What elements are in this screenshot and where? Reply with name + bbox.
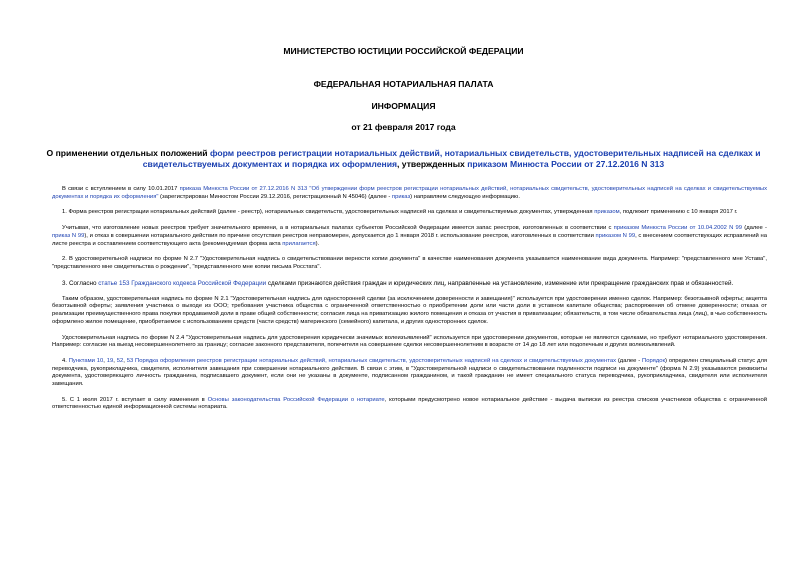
link-order[interactable]: приказ [391,193,411,200]
paragraph-text: 4. [62,357,69,364]
link-notary-fundamentals[interactable]: Основы законодательства Российской Федерации о нотариате [207,396,385,403]
paragraph-text: 3. Согласно [62,279,99,287]
paragraph-text: В связи с вступлением в силу 10.01.2017 [62,186,180,192]
chamber-heading: ФЕДЕРАЛЬНАЯ НОТАРИАЛЬНАЯ ПАЛАТА [313,79,494,89]
paragraph-text: , с внесением соответствующих исправлений на листе реестра и составлением соответствующего акта (рекомендуемая форма акта [52,232,768,247]
link-order[interactable]: приказом [594,209,620,216]
document-body [52,186,767,420]
document-subject [40,148,767,170]
document-date: от 21 февраля 2017 года [351,122,456,132]
paragraph-text: , [113,357,117,364]
paragraph-1 [52,209,767,217]
paragraph-3-note [52,296,767,326]
paragraph-intro [52,186,767,201]
subject-text: О применении отдельных положений [46,148,210,158]
paragraph-text: Удостоверительная надпись по форме N 2.4 "Удостоверительная надпись для удостоверения юридически значимых волеизъявлений" используется при удостоверении документов, которые не являются сделками, но требуют нотариального удостоверения. Например: согласие на выезд несовершеннолетнего за границу; согласие законного представителя, попечителя на совершение сделки несовершеннолетним в возрасте от 14 до 18 лет или подопечным и других волеизъявлений. [52,334,767,349]
paragraph-text: (зарегистрирован Минюстом России 29.12.2016, регистрационный N 45046) (далее - [158,193,392,200]
paragraph-text: 1. Форма реестров регистрации нотариальных действий (далее - реестр), нотариальных свидетельств, удостоверительных надписей на сделках и свидетельствуемых документах, утвержденная [62,209,595,216]
paragraph-text: (далее - [742,225,767,232]
paragraph-text: Учитывая, что изготовление новых реестров требует значительного времени, а в нотариальных палатах субъектов Российской Федерации имеется запас реестров, изготовленных в соответствии с [62,225,614,232]
paragraph-text: сделками признаются действия граждан и юридических лиц, направленные на установление, изменение или прекращение гражданских прав и обязанностей. [266,279,734,287]
paragraph-5 [52,397,767,412]
link-order-99-short[interactable]: приказом N 99 [595,232,636,239]
subject-text: , утвержденных [397,159,468,169]
link-order-99-short[interactable]: приказ N 99 [52,232,85,239]
paragraph-text: 2. В удостоверительной надписи по форме N 2.7 "Удостоверительная надпись о свидетельствовании верности копии документа" в качестве наименования документа указывается наименование вида документа. Например: "представленного мне Устава", "представленного мне свидетельства о рождении", "представленного мне копии письма Росстата". [52,256,767,271]
paragraph-text: Таким образом, удостоверительная надпись по форме N 2.1 "Удостоверительная надпись для односторонней сделки (за исключением доверенности и завещания)" используется при удостоверении именно сделок. Например: безотзывной оферты; акцепта безотзывной оферты; заявления участника о выходе из ООО; требования участника общества с ограниченной ответственностью о приобретении доли или части доли в уставном капитале общества; распоряжения об отмене доверенности; отказа от реализации преимущественного права покупки продаваемой доли в праве общей собственности; согласия лица на приватизацию жилого помещения и отказа от участия в приватизации; обязательств, в том числе обязательства лица (лиц), в чью собственность оформлено жилое помещение, приобретаемое с использованием средств (части средств) материнского (семейного) капитала, и других односторонних сделок. [52,295,767,325]
paragraph-3-note-2 [52,335,767,350]
subject-link-order-313[interactable]: приказом Минюста России от 27.12.2016 N 313 [467,159,665,169]
link-procedure-item-52[interactable]: 52 [116,357,124,364]
link-attached-act[interactable]: прилагается [282,240,316,247]
subject-link-forms[interactable]: форм реестров регистрации нотариальных действий, нотариальных свидетельств, удостоверительных надписей на сделках и свидетельствуемых документах и порядка их оформления [142,148,761,169]
paragraph-2 [52,256,767,271]
link-procedure-item-53[interactable]: 53 Порядка оформления реестров регистрации нотариальных действий, нотариальных свидетельств, удостоверительных надписей на сделках и свидетельствуемых документах [126,357,617,364]
link-procedure-item-19[interactable]: 19 [106,357,114,364]
link-order-99[interactable]: приказом Минюста России от 10.04.2002 N 99 [613,225,743,232]
paragraph-text: (далее - [616,357,643,364]
link-procedure-item-10[interactable]: Пунктами 10 [68,357,104,364]
paragraph-4 [52,358,767,388]
paragraph-text: 5. С 1 июля 2017 г. вступает в силу изменения в [62,396,208,403]
paragraph-text: , которыми предусмотрено новое нотариальное действие - выдача выписки из реестра списков участников общества с ограниченной ответственностью единой информационной системы нотариата. [52,396,768,411]
paragraph-text: , [103,357,107,364]
paragraph-text: ) направляем следующую информацию. [410,193,520,200]
link-procedure[interactable]: Порядок [642,357,666,364]
paragraph-text: , [123,357,127,364]
paragraph-text: ). [315,240,320,247]
document-type-heading: ИНФОРМАЦИЯ [371,101,436,111]
paragraph-text: ) определен специальный статус для переводчика, рукоприкладчика, свидетеля, исполнителя завещания при совершении нотариального действия. В связи с этим, в "Удостоверительной надписи о свидетельствовании подлинности подписи на документе" (форма N 2.9) указываются реквизиты документа, удостоверяющего личность гражданина, подписавшего документ, если они не указаны в документе, подписанном гражданином, и такой гражданин не имеет специального статуса переводчика, рукоприкладчика, свидетеля или исполнителя завещания. [52,357,768,387]
paragraph-1-note [52,225,767,248]
paragraph-3 [52,280,767,288]
paragraph-text: , подлежит применению с 10 января 2017 г. [619,209,738,216]
link-civil-code-153[interactable]: статье 153 Гражданского кодекса Российской Федерации [98,279,267,287]
ministry-heading: МИНИСТЕРСТВО ЮСТИЦИИ РОССИЙСКОЙ ФЕДЕРАЦИИ [283,46,524,56]
paragraph-text: ), и отказ в совершении нотариального действия по причине отсутствия реестров неправомерен, допускается до 1 января 2018 г. использование реестров, изготовленных в соответствии [84,232,596,239]
link-order-313[interactable]: приказа Минюста России от 27.12.2016 N 313 "Об утверждении форм реестров регистрации нотариальных действий, нотариальных свидетельств, удостоверительных надписей на сделках и свидетельствуемых документах и порядка их оформления" [52,186,767,200]
